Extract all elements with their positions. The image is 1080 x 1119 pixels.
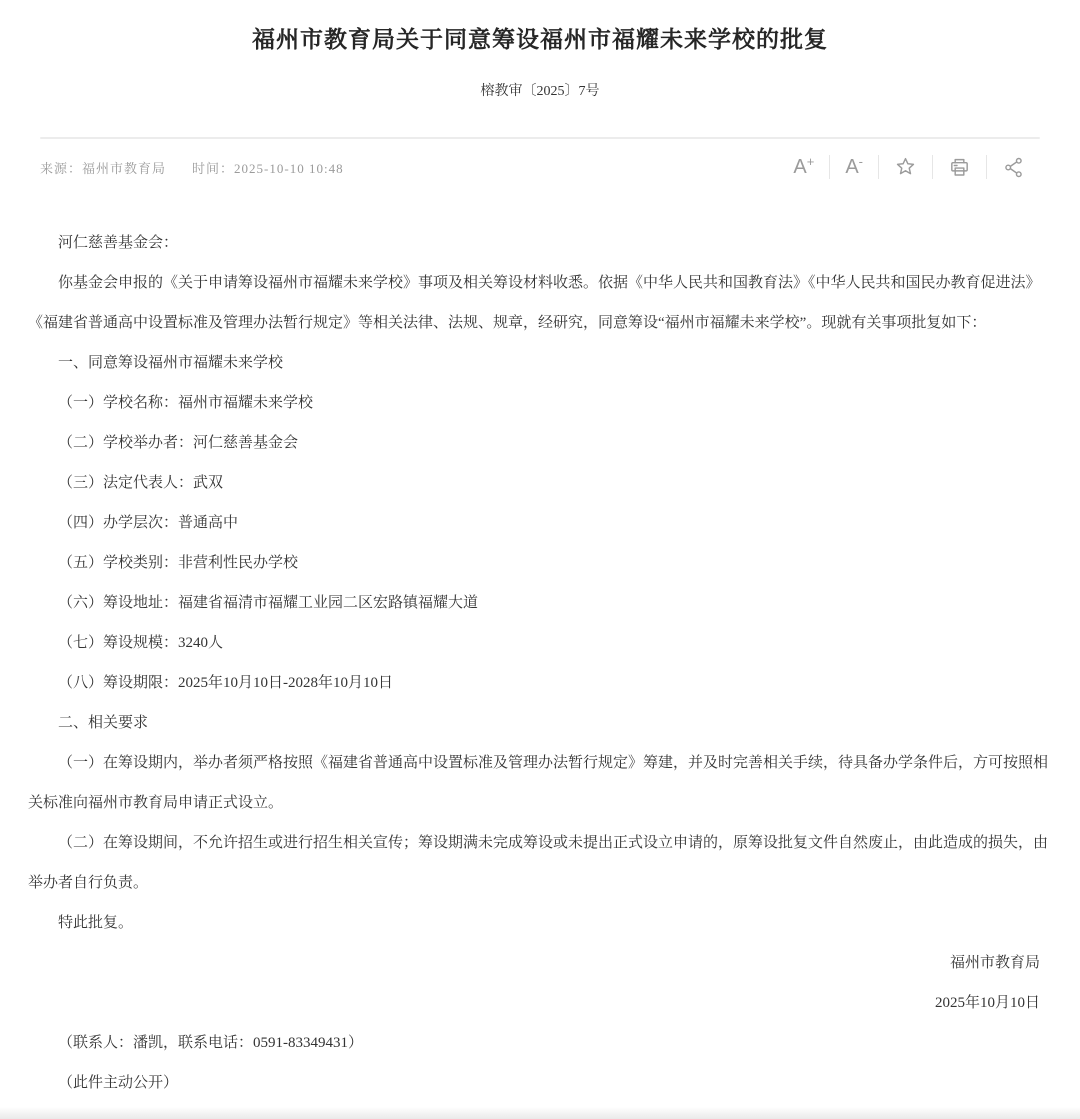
approval-item-period: （八）筹设期限：2025年10月10日-2028年10月10日: [58, 675, 393, 691]
document-header: [0, 0, 1080, 102]
font-increase-icon: A: [793, 156, 807, 178]
approval-item-scale: （七）筹设规模：3240人: [58, 635, 224, 651]
font-decrease-icon: A: [845, 156, 859, 178]
page-bottom-fade: [0, 1107, 1080, 1119]
approval-item-education-level: （四）办学层次：普通高中: [58, 515, 239, 531]
page-title: 福州市教育局关于同意筹设福州市福耀未来学校的批复: [252, 27, 828, 52]
closing-line: 特此批复。: [58, 915, 134, 931]
source-value: 福州市教育局: [82, 160, 167, 176]
disclosure-line: （此件主动公开）: [58, 1075, 179, 1091]
print-button[interactable]: [932, 155, 986, 179]
approval-item-legal-representative: （三）法定代表人：武双: [58, 475, 224, 491]
share-button[interactable]: [986, 155, 1040, 179]
font-decrease-button[interactable]: A -: [829, 155, 878, 179]
share-icon: [1002, 156, 1025, 179]
approval-item-school-name: （一）学校名称：福州市福耀未来学校: [58, 395, 314, 411]
doc-number: 榕教审〔2025〕7号: [480, 84, 600, 99]
meta-row: [0, 139, 1080, 179]
signature-date: 2025年10月10日: [934, 995, 1040, 1011]
approval-item-address: （六）筹设地址：福建省福清市福耀工业园二区宏路镇福耀大道: [58, 595, 479, 611]
section1-title: 一、同意筹设福州市福耀未来学校: [58, 355, 284, 371]
salutation: 河仁慈善基金会：: [58, 235, 179, 251]
favorite-button[interactable]: [878, 155, 932, 179]
document-body: [0, 223, 1080, 1103]
article-toolbar: [778, 155, 1040, 179]
section2-title: 二、相关要求: [58, 715, 149, 731]
contact-line: （联系人：潘凯，联系电话：0591-83349431）: [58, 1035, 363, 1051]
requirement-paragraph-1: （一）在筹设期内，举办者须严格按照《福建省普通高中设置标准及管理办法暂行规定》筹建，并及时完善相关手续，待具备办学条件后，方可按照相关标准向福州市教育局申请正式设立。: [28, 755, 1049, 811]
time-label: 时间：: [192, 160, 235, 176]
printer-icon: [948, 156, 971, 179]
star-icon: [894, 156, 917, 179]
font-increase-button[interactable]: A +: [778, 155, 829, 179]
requirement-paragraph-2: （二）在筹设期间，不允许招生或进行招生相关宣传；筹设期满未完成筹设或未提出正式设立申请的，原筹设批复文件自然废止，由此造成的损失，由举办者自行负责。: [28, 835, 1049, 891]
approval-item-organizer: （二）学校举办者：河仁慈善基金会: [58, 435, 299, 451]
approval-item-school-category: （五）学校类别：非营利性民办学校: [58, 555, 299, 571]
article-meta: [40, 158, 344, 177]
signature-org: 福州市教育局: [949, 955, 1040, 971]
time-value: 2025-10-10 10:48: [234, 160, 344, 176]
source-label: 来源：: [40, 160, 83, 176]
intro-paragraph: 你基金会申报的《关于申请筹设福州市福耀未来学校》事项及相关筹设材料收悉。依据《中华人民共和国教育法》《中华人民共和国民办教育促进法》《福建省普通高中设置标准及管理办法暂行规定》等相关法律、法规、规章，经研究，同意筹设“福州市福耀未来学校”。现就有关事项批复如下：: [28, 275, 1041, 331]
